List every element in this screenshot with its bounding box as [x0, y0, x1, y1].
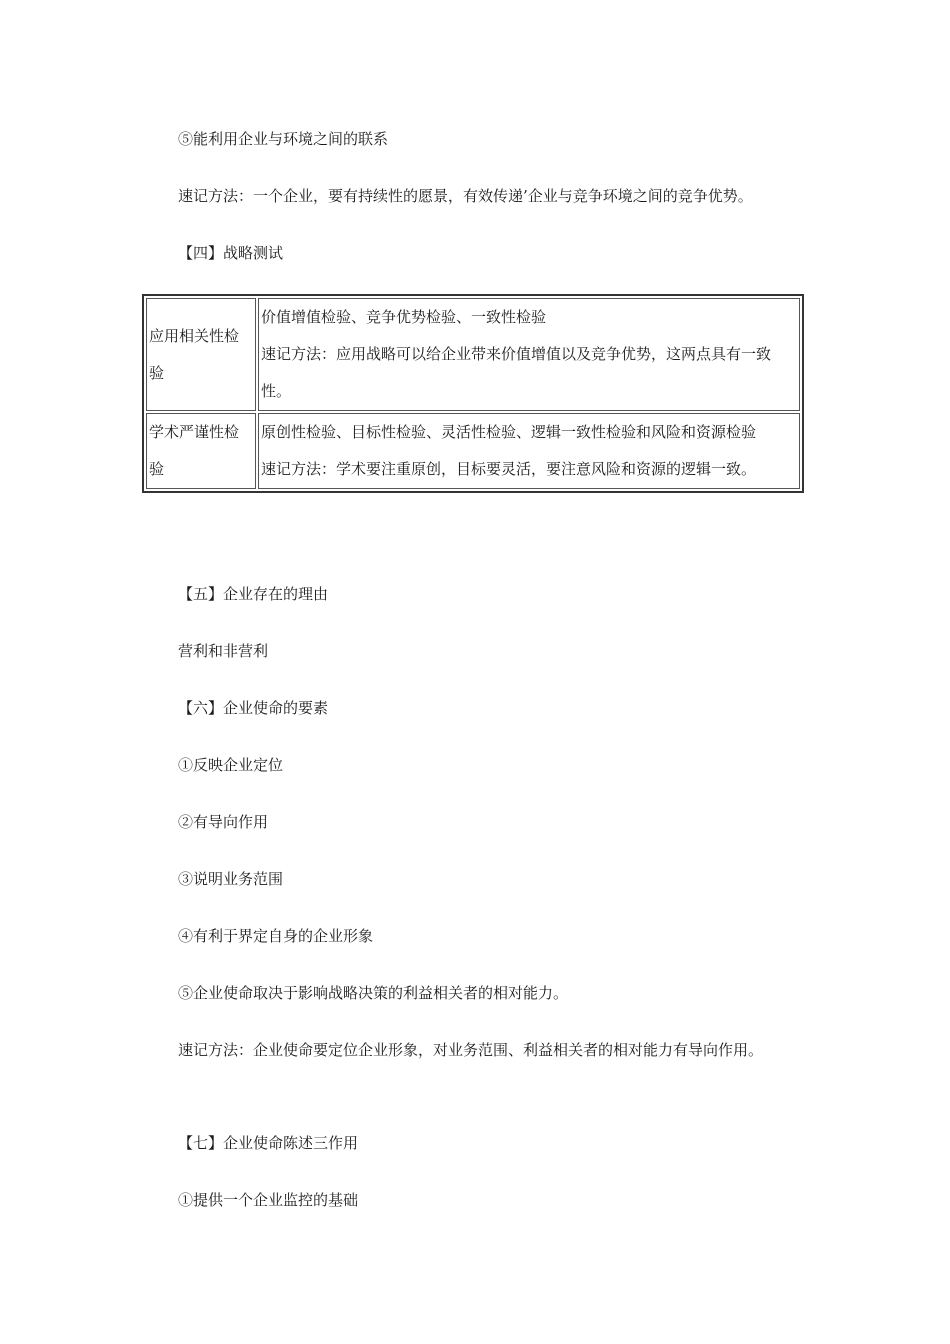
- paragraph-item-4: ④有利于界定自身的企业形象: [178, 927, 374, 945]
- table-cell-line: 速记方法：应用战略可以给企业带来价值增值以及竞争优势，这两点具有一致性。: [261, 345, 772, 400]
- table-cell-line: 速记方法：学术要注重原创，目标要灵活，要注意风险和资源的逻辑一致。: [261, 460, 757, 478]
- paragraph-item-1: ①反映企业定位: [178, 756, 284, 774]
- paragraph-profit: 营利和非营利: [178, 642, 269, 660]
- table-cell-label: 学术严谨性检验: [146, 413, 256, 489]
- table-cell-line: 价值增值检验、竞争优势检验、一致性检验: [261, 308, 547, 326]
- section-heading-mission-statement: 【七】企业使命陈述三作用: [178, 1134, 359, 1152]
- paragraph-memo-mission: 速记方法：企业使命要定位企业形象，对业务范围、利益相关者的相对能力有导向作用。: [178, 1041, 764, 1059]
- paragraph-item-3: ③说明业务范围: [178, 870, 284, 888]
- section-heading-strategy-test: 【四】战略测试: [178, 244, 284, 262]
- strategy-test-table: [142, 294, 804, 493]
- table-row: [146, 413, 800, 489]
- paragraph-item-2: ②有导向作用: [178, 813, 269, 831]
- table-cell-line: 原创性检验、目标性检验、灵活性检验、逻辑一致性检验和风险和资源检验: [261, 423, 757, 441]
- table-cell-content: [258, 298, 800, 411]
- paragraph-item-5: ⑤企业使命取决于影响战略决策的利益相关者的相对能力。: [178, 984, 569, 1002]
- paragraph-memo-vision: 速记方法：一个企业，要有持续性的愿景，有效传递’企业与竞争环境之间的竞争优势。: [178, 187, 753, 205]
- section-heading-reason: 【五】企业存在的理由: [178, 585, 329, 603]
- table-cell-label: 应用相关性检验: [146, 298, 256, 411]
- paragraph-item-5-environment-link: ⑤能利用企业与环境之间的联系: [178, 130, 389, 148]
- table-cell-content: [258, 413, 800, 489]
- section-heading-mission-elements: 【六】企业使命的要素: [178, 699, 329, 717]
- table-row: [146, 298, 800, 411]
- paragraph-item-monitor: ①提供一个企业监控的基础: [178, 1191, 359, 1209]
